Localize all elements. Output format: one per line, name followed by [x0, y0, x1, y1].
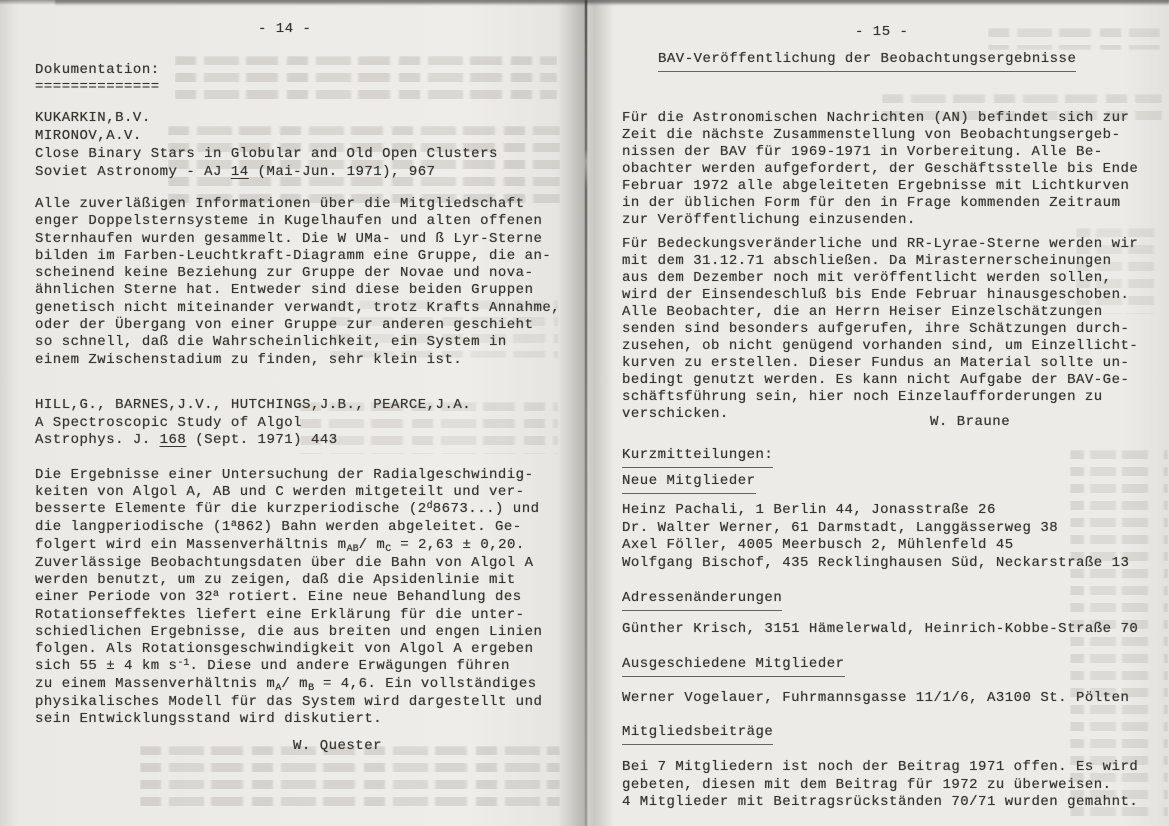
ausgeschiedene-mitglieder-heading: Ausgeschiedene Mitglieder	[622, 656, 845, 677]
signature-braune: W. Braune	[930, 414, 1011, 430]
dokumentation-heading: Dokumentation: ==============	[35, 62, 160, 95]
adressenaenderungen-list: Günther Krisch, 3151 Hämelerwald, Heinrich-Kobbe-Straße 70	[622, 621, 1139, 637]
bleed-through-smudge	[988, 28, 1160, 50]
paragraph-an-zusammenstellung: Für die Astronomischen Nachrichten (AN) befindet sich zur Zeit die nächste Zusammenstellung von Beobachtungsergeb- nissen der BAV für 1969-1971 in Vorbereitung. Alle Be- obachter werden aufgefordert, der Geschäftsstelle bis Ende Februar 1972 alle abgeleiteten Ergebnisse mit Lichtkurven in der üblichen Form für den in Frage kommenden Zeitraum zur Veröffentlichung einzusenden.	[622, 110, 1139, 228]
neue-mitglieder-list: Heinz Pachali, 1 Berlin 44, Jonasstraße 26 Dr. Walter Werner, 61 Darmstadt, Langgässerweg 38 Axel Föller, 4005 Meerbusch 2, Mühlenfeld 45 Wolfgang Bischof, 435 Recklinghausen Süd, Neckarstraße 13	[622, 502, 1130, 571]
citation-kukarkin-mironov: KUKARKIN,B.V. MIRONOV,A.V. Close Binary Stars in Globular and Old Open Clusters Soviet Astronomy - AJ 14 (Mai-Jun. 1971), 967	[35, 110, 498, 180]
page-gutter-line	[585, 0, 587, 826]
paragraph-beitraege: Bei 7 Mitgliedern ist noch der Beitrag 1971 offen. Es wird gebeten, diesen mit dem Beitrag für 1972 zu überweisen. 4 Mitglieder mit Beitragsrückständen 70/71 wurden gemahnt.	[622, 759, 1139, 811]
page-gutter-shade	[560, 0, 615, 826]
citation-hill-algol: HILL,G., BARNES,J.V., HUTCHINGS,J.B., PEARCE,J.A. A Spectroscopic Study of Algol Astrophys. J. 168 (Sept. 1971) 443	[35, 397, 472, 448]
abstract-kukarkin: Alle zuverläßigen Informationen über die Mitgliedschaft enger Doppelsternsysteme in Kugelhaufen und alten offenen Sternhaufen wurden gesammelt. Die W UMa- und ß Lyr-Sterne bilden im Farben-Leuchtkraft-Diagramm eine Gruppe, die an- scheinend keine Beziehung zur Gruppe der Novae und nova- ähnlichen Sterne hat. Entweder sind diese beiden Gruppen genetisch nicht miteinander verwandt, trotz Krafts Annahme, oder der Übergang von einer Gruppe zur anderen geschieht so schnell, daß die Wahrscheinlichkeit, ein System in einem Zwischenstadium zu finden, sehr klein ist.	[35, 196, 561, 368]
neue-mitglieder-heading: Neue Mitglieder	[622, 473, 756, 494]
paragraph-einsendeschluss: Für Bedeckungsveränderliche und RR-Lyrae-Sterne werden wir mit dem 31.12.71 abschließen. Da Mirasternerscheinungen aus dem Dezember noch mit veröffentlicht werden sollen, wird der Einsendeschluß bis Ende Februar hinausgeschoben. Alle Beobachter, die an Herrn Heiser Einzelschätzungen senden sind besonders aufgerufen, ihre Schätzungen durch- zusehen, ob nicht genügend vorhanden sind, um Einzellicht- kurven zu erstellen. Dieser Fundus an Material sollte un- bedingt genutzt werden. Es kann nicht Aufgabe der BAV-Ge- schäftsführung sein, hier noch Einzelaufforderungen zu verschicken.	[622, 236, 1139, 422]
page-number: - 15 -	[855, 24, 909, 40]
adressenaenderungen-heading: Adressenänderungen	[622, 590, 782, 611]
bleed-through-smudge	[140, 746, 560, 810]
section-title-bav-veroeffentlichung: BAV-Veröffentlichung der Beobachtungsergebnisse	[658, 51, 1076, 72]
abstract-hill: Die Ergebnisse einer Untersuchung der Radialgeschwindig- keiten von Algol A, AB und C werden mitgeteilt und ver- besserte Elemente für die kurzperiodische (2$^d$8673...) und die langperiodische (1$^a$862) Bahn werden abgeleitet. Ge- folgert wird ein Massenverhältnis $m_{AB}/$ $m_C = 2,63 \pm 0,20$. Zuverlässige Beobachtungsdaten über die Bahn von Algol A werden benutzt, um zu zeigen, daß die Apsidenlinie mit einer Periode von 32$^a$ rotiert. Eine neue Behandlung des Rotationseffektes liefert eine Erklärung für die unter- schiedlichen Ergebnisse, die aus breiten und engen Linien folgen. Als Rotationsgeschwindigkeit von Algol A ergeben sich 55 ± 4 km $s^{-1}$. Diese und andere Erwägungen führen zu einem Massenverhältnis $m_A/$ $m_B = 4,6$. Ein vollständiges physikalisches Modell für das System wird dargestellt und sein Entwicklungsstand wird diskutiert.	[35, 467, 543, 727]
signature-quester: W. Quester	[293, 738, 383, 754]
bleed-through-smudge	[175, 56, 557, 102]
ausgeschiedene-mitglieder-list: Werner Vogelauer, Fuhrmannsgasse 11/1/6, A3100 St. Pölten	[622, 690, 1130, 706]
page-number: - 14 -	[258, 21, 312, 37]
kurzmitteilungen-heading: Kurzmitteilungen:	[622, 447, 773, 468]
mitgliedsbeitraege-heading: Mitgliedsbeiträge	[622, 724, 773, 745]
